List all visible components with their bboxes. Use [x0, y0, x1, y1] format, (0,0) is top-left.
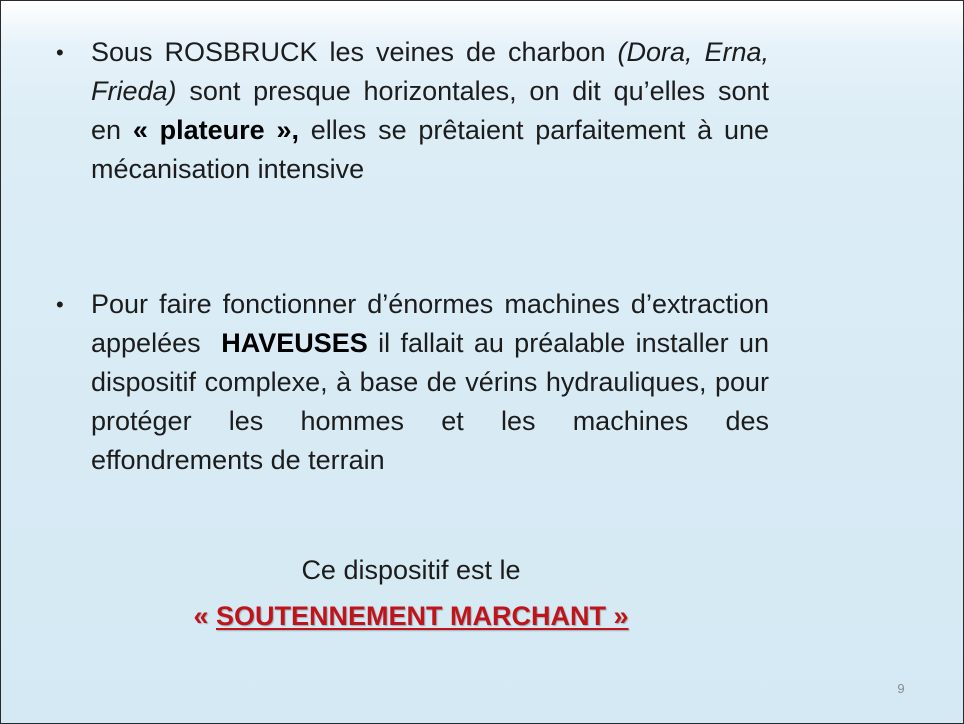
bullet-item-2: [56, 285, 777, 480]
bullet-2-part-2: il fallait au préalable installer un dispositif complexe, à base de vérins hydrauliques, pour protéger les hommes et les machines des effondrements de terrain: [91, 328, 769, 475]
page-number: 9: [897, 681, 905, 696]
bullet-item-1: [56, 33, 769, 189]
bullet-1-part-2: sont presque horizontales, on dit qu’elles sont en: [91, 76, 769, 145]
bullet-2-bold: HAVEUSES: [221, 328, 368, 358]
bullet-1-part-1: Sous ROSBRUCK les veines de charbon: [91, 37, 618, 67]
conclusion-highlight: [1, 598, 821, 634]
conclusion-highlight-text: SOUTENNEMENT MARCHANT »: [216, 601, 629, 631]
bullet-1-part-3: elles se prêtaient parfaitement à une mécanisation intensive: [91, 115, 769, 184]
bullet-marker: •: [56, 40, 64, 65]
bullet-text-1: [91, 33, 769, 189]
conclusion-line-1: Ce dispositif est le: [301, 555, 521, 585]
bullet-1-italic: (Dora, Erna, Frieda): [91, 37, 769, 106]
bullet-marker: •: [56, 292, 64, 317]
bullet-1-bold: « plateure »,: [132, 115, 299, 145]
bullet-2-part-1: Pour faire fonctionner d’énormes machines d’extraction appelées: [91, 289, 777, 358]
conclusion-open-quote: «: [193, 601, 216, 631]
bullet-text-2: [91, 285, 777, 480]
